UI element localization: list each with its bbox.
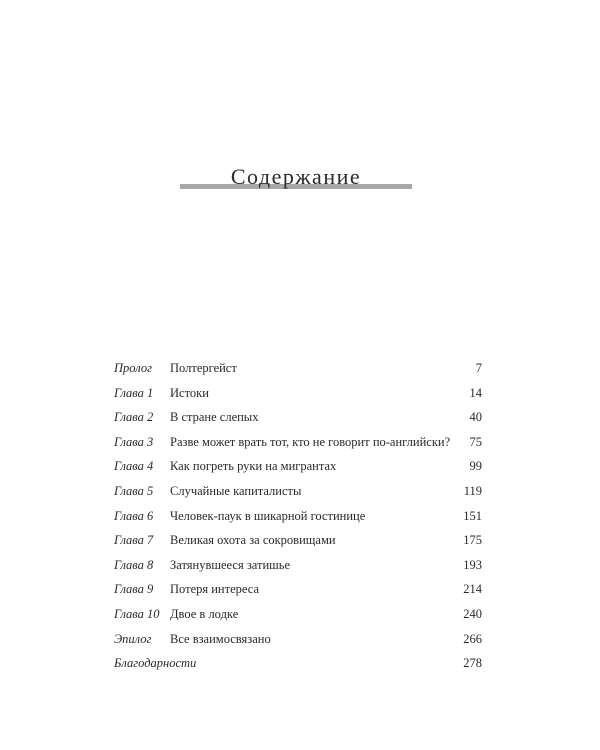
toc-entry-page-number: 278 — [463, 656, 482, 671]
toc-entry — [114, 407, 482, 432]
toc-entry — [114, 555, 482, 580]
toc-entry-label: Глава 8 — [114, 557, 154, 572]
toc-entry-page-number: 119 — [463, 483, 482, 498]
toc-entry — [114, 604, 482, 629]
toc-entry-title: Истоки — [170, 385, 209, 400]
toc-entry-label: Глава 2 — [114, 410, 154, 425]
toc-entry — [114, 579, 482, 604]
toc-entry-title: Случайные капиталисты — [170, 483, 302, 498]
toc-entry-page-number: 240 — [463, 606, 482, 621]
toc-entry-page-number: 75 — [469, 434, 482, 449]
toc-entry-title: Полтергейст — [170, 361, 237, 375]
toc-entry-title: Все взаимосвязано — [170, 631, 271, 646]
toc-entry — [114, 506, 482, 531]
toc-entry-label: Благодарности — [114, 656, 197, 671]
toc-entry-page-number: 7 — [475, 361, 482, 375]
toc-entry — [114, 432, 482, 457]
toc-entry — [114, 530, 482, 555]
toc-entry-label: Эпилог — [114, 631, 152, 646]
toc-entry-label: Глава 9 — [114, 582, 154, 597]
toc-entry-title: В стране слепых — [170, 410, 259, 425]
toc-entry-label: Глава 4 — [114, 459, 154, 474]
toc-entry-page-number: 175 — [463, 533, 482, 548]
toc-entry-label: Глава 6 — [114, 508, 154, 523]
toc-entry — [114, 481, 482, 506]
toc-entry-label: Глава 10 — [114, 606, 160, 621]
heading-block — [180, 160, 412, 194]
toc-entry-label: Глава 3 — [114, 434, 154, 449]
toc-entry-title: Потеря интереса — [170, 582, 259, 597]
toc-entry — [114, 456, 482, 481]
toc-entry-title: Великая охота за сокровищами — [170, 533, 336, 548]
toc-entry-label: Глава 7 — [114, 533, 154, 548]
toc-entry-title: Человек-паук в шикарной гостинице — [170, 508, 366, 523]
toc-entry-page-number: 99 — [469, 459, 482, 474]
toc-entry-title: Двое в лодке — [170, 606, 239, 621]
toc-entry-page-number: 14 — [469, 385, 482, 400]
toc-entry-title: Как погреть руки на мигрантах — [170, 459, 337, 474]
toc-entry-label: Глава 1 — [114, 385, 154, 400]
toc-entry-page-number: 214 — [463, 582, 482, 597]
table-of-contents — [114, 358, 482, 678]
toc-entry — [114, 383, 482, 408]
toc-entry — [114, 629, 482, 654]
toc-entry — [114, 653, 482, 678]
page-title: Содержание — [230, 164, 362, 189]
toc-entry — [114, 358, 482, 383]
toc-entry-page-number: 193 — [463, 557, 482, 572]
toc-entry-page-number: 40 — [469, 410, 482, 425]
toc-entry-label: Пролог — [114, 361, 152, 375]
toc-entry-page-number: 266 — [463, 631, 482, 646]
toc-entry-label: Глава 5 — [114, 483, 154, 498]
toc-entry-page-number: 151 — [463, 508, 482, 523]
toc-entry-title: Затянувшееся затишье — [170, 557, 291, 572]
toc-entry-title: Разве может врать тот, кто не говорит по-английски? — [170, 434, 451, 449]
